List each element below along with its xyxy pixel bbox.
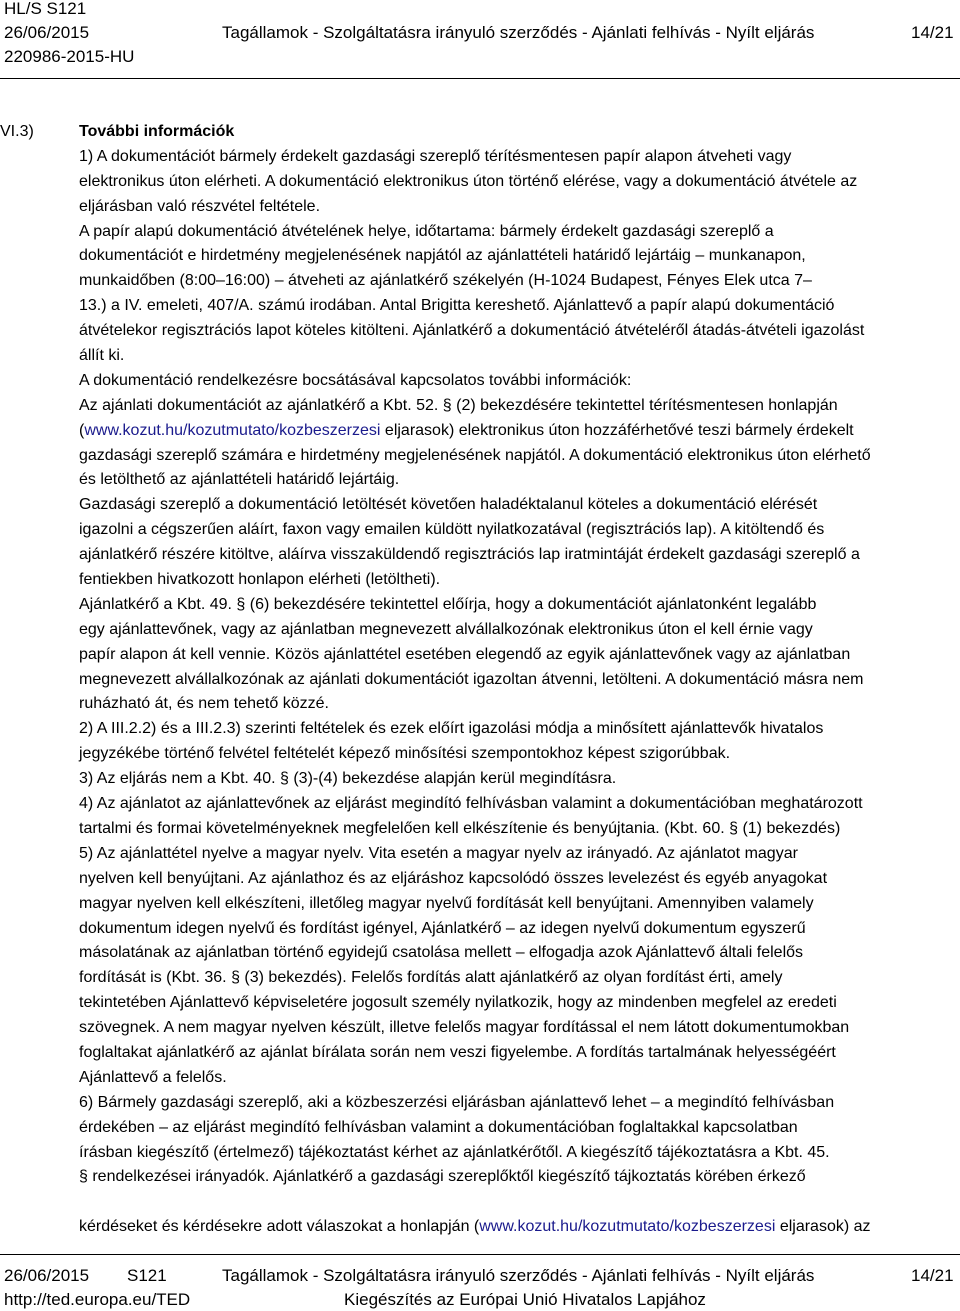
line-text: eljarasok) az — [775, 1218, 871, 1236]
text-line: Ajánlattevő a felelős. — [79, 1068, 227, 1086]
footer-divider — [0, 1254, 960, 1255]
text-line: ruházható át, és nem tehető közzé. — [79, 695, 329, 713]
kozut-link[interactable]: www.kozut.hu/kozutmutato/kozbeszerzesi — [479, 1218, 776, 1236]
section-content — [79, 120, 957, 1240]
text-line: fordítását is (Kbt. 36. § (3) bekezdés). Felelős fordítás alatt ajánlatkérő az olyan fordítást érti, amely — [79, 969, 783, 987]
text-line: nyelven kell benyújtani. Az ajánlathoz és az eljáráshoz kapcsolódó összes levelezést és egyéb anyagokat — [79, 869, 828, 887]
text-line: A dokumentáció rendelkezésre bocsátásával kapcsolatos további információk: — [79, 371, 632, 389]
text-line: foglaltakat ajánlatkérő az ajánlat bírálata során nem veszi figyelembe. A fordítás tartalmának helyességéért — [79, 1043, 836, 1061]
text-line: papír alapon át kell vennie. Közös ajánlattétel esetében elegendő az egyik ajánlattevőnek vagy az ajánlatban — [79, 645, 851, 663]
section-number: VI.3) — [0, 123, 34, 140]
text-line — [79, 1190, 957, 1215]
text-line: Gazdasági szereplő a dokumentáció letöltését követően haladéktalanul köteles a dokumentáció elérését — [79, 496, 818, 514]
text-line: munkaidőben (8:00–16:00) – átveheti az ajánlatkérő székelyén (H-1024 Budapest, Fényes Elek utca 7– — [79, 272, 812, 290]
text-line: 2) A III.2.2) és a III.2.3) szerinti feltételek és ezek előírt igazolási módja a minősített ajánlattevők hivatalos — [79, 720, 824, 738]
footer-url[interactable]: http://ted.europa.eu/TED — [4, 1290, 191, 1309]
text-line: dokumentációt e hirdetmény megjelenésének napjától az ajánlattételi határidő lejártáig – munkanapon, — [79, 247, 806, 265]
text-line: magyar nyelven kell elkészíteni, illetőleg magyar nyelvű fordítását kell benyújtani. Amennyiben valamely — [79, 894, 814, 912]
line-text: kérdéseket és kérdésekre adott válaszokat a honlapján ( — [79, 1218, 480, 1236]
text-line: másolatának az ajánlatban történő egyidejű csatolása mellett – elfogadja azok Ajánlattevő általi felelős — [79, 944, 804, 962]
text-line: Az ajánlati dokumentációt az ajánlatkérő a Kbt. 52. § (2) bekezdésére tekintettel térítésmentesen honlapján — [79, 396, 838, 414]
text-line: tartalmi és formai követelményeknek megfelelően kell elkészítenie és benyújtania. (Kbt. 60. § (1) bekezdés) — [79, 819, 841, 837]
header-title: Tagállamok - Szolgáltatásra irányuló szerződés - Ajánlati felhívás - Nyílt eljárás — [222, 23, 815, 42]
text-line: gazdasági szereplő számára e hirdetmény megjelenésének napjától. A dokumentáció elektronikus úton elérhető — [79, 446, 871, 464]
text-line: eljárásban való részvétel feltétele. — [79, 197, 321, 215]
text-line: megnevezett alvállalkozónak az ajánlati dokumentációt igazoltan átvenni, letölteni. A dokumentáció másra nem — [79, 670, 864, 688]
text-line: érdekében – az eljárást megindító felhívásban valamint a dokumentációban foglaltakkal kapcsolatban — [79, 1118, 798, 1136]
kozut-link[interactable]: www.kozut.hu/kozutmutato/kozbeszerzesi — [84, 421, 381, 439]
text-line: elektronikus úton elérheti. A dokumentáció elektronikus úton történő elérése, vagy a dokumentáció átvétele az — [79, 172, 858, 190]
footer-page: 14/21 — [911, 1266, 954, 1285]
text-line: 6) Bármely gazdasági szereplő, aki a közbeszerzési eljárásban ajánlattevő lehet – a megindító felhívásban — [79, 1093, 835, 1111]
footer-series: S121 — [127, 1266, 167, 1285]
footer-title: Tagállamok - Szolgáltatásra irányuló szerződés - Ajánlati felhívás - Nyílt eljárás — [222, 1266, 815, 1285]
line-text: eljarasok) elektronikus úton hozzáférhetővé teszi bármely érdekelt — [380, 421, 854, 439]
text-line: átvételekor regisztrációs lapot köteles kitölteni. Ajánlatkérő a dokumentáció átvételéről átadás-átvételi igazolást — [79, 322, 865, 340]
text-line: fentiekben hivatkozott honlapon elérheti (letöltheti). — [79, 571, 441, 589]
text-line: egy ajánlattevőnek, vagy az ajánlatban megnevezett alvállalkozónak elektronikus úton el kell érnie vagy — [79, 620, 813, 638]
text-line: szövegnek. A nem magyar nyelven készült, illetve felelős magyar fordítással el nem látott dokumentumokban — [79, 1019, 850, 1037]
text-line: 4) Az ajánlatot az ajánlattevőnek az eljárást megindító felhívásban valamint a dokumentációban meghatározott — [79, 795, 863, 813]
text-line: és letölthető az ajánlattételi határidő lejártáig. — [79, 471, 400, 489]
text-line: Ajánlatkérő a Kbt. 49. § (6) bekezdésére tekintettel előírja, hogy a dokumentációt ajánlatonként legalább — [79, 595, 817, 613]
footer-subtitle: Kiegészítés az Európai Unió Hivatalos Lapjához — [344, 1290, 706, 1309]
text-line: állít ki. — [79, 347, 125, 365]
text-line: tekintetében Ajánlattevő képviseletére jogosult személy nyilatkozik, hogy az mindenben megfelel az eredeti — [79, 994, 837, 1012]
text-line: ajánlatkérő részére kitöltve, aláírva visszaküldendő regisztrációs lap iratmintáját érdekelt gazdasági szereplő a — [79, 546, 860, 564]
page-header — [0, 0, 960, 80]
section-title: További információk — [79, 123, 235, 140]
text-line: dokumentum idegen nyelvű és fordítást igényel, Ajánlatkérő – az idegen nyelvű dokumentum egyszerű — [79, 919, 806, 937]
header-date: 26/06/2015 — [4, 23, 90, 42]
text-line: A papír alapú dokumentáció átvételének helye, időtartama: bármely érdekelt gazdasági szereplő a — [79, 222, 774, 240]
header-page: 14/21 — [911, 23, 954, 42]
line-text: ( — [79, 421, 85, 439]
text-line: 1) A dokumentációt bármely érdekelt gazdasági szereplő térítésmentesen papír alapon átveheti vagy — [79, 147, 792, 165]
text-line: igazolni a cégszerűen aláírt, faxon vagy emailen küldött nyilatkozatával (regisztrációs lap). A kitöltendő és — [79, 521, 825, 539]
footer-date: 26/06/2015 — [4, 1266, 90, 1285]
text-line: 5) Az ajánlattétel nyelve a magyar nyelv. Vita esetén a magyar nyelv az irányadó. Az ajánlatot magyar — [79, 844, 798, 862]
text-line: 3) Az eljárás nem a Kbt. 40. § (3)-(4) bekezdése alapján kerül megindításra. — [79, 770, 617, 788]
header-ref: 220986-2015-HU — [4, 47, 135, 66]
text-line: § rendelkezései irányadók. Ajánlatkérő a gazdasági szereplőktől kiegészítő tájkoztatás körében érkező — [79, 1168, 806, 1186]
text-line: 13.) a IV. emeleti, 407/A. számú irodában. Antal Brigitta kereshető. Ajánlattevő a papír alapú dokumentáció — [79, 297, 835, 315]
header-divider — [0, 78, 960, 79]
text-line-with-link — [79, 1215, 957, 1240]
text-line: jegyzékébe történő felvétel feltételét képező minősítési szempontokhoz képest szigorúbbak. — [79, 745, 731, 763]
text-line-with-link — [79, 419, 957, 444]
header-doc-id: HL/S S121 — [4, 0, 87, 18]
text-line: írásban kiegészítő (értelmező) tájékoztatást kérhet az ajánlatkérőtől. A kiegészítő tájékoztatásra a Kbt. 45. — [79, 1143, 830, 1161]
